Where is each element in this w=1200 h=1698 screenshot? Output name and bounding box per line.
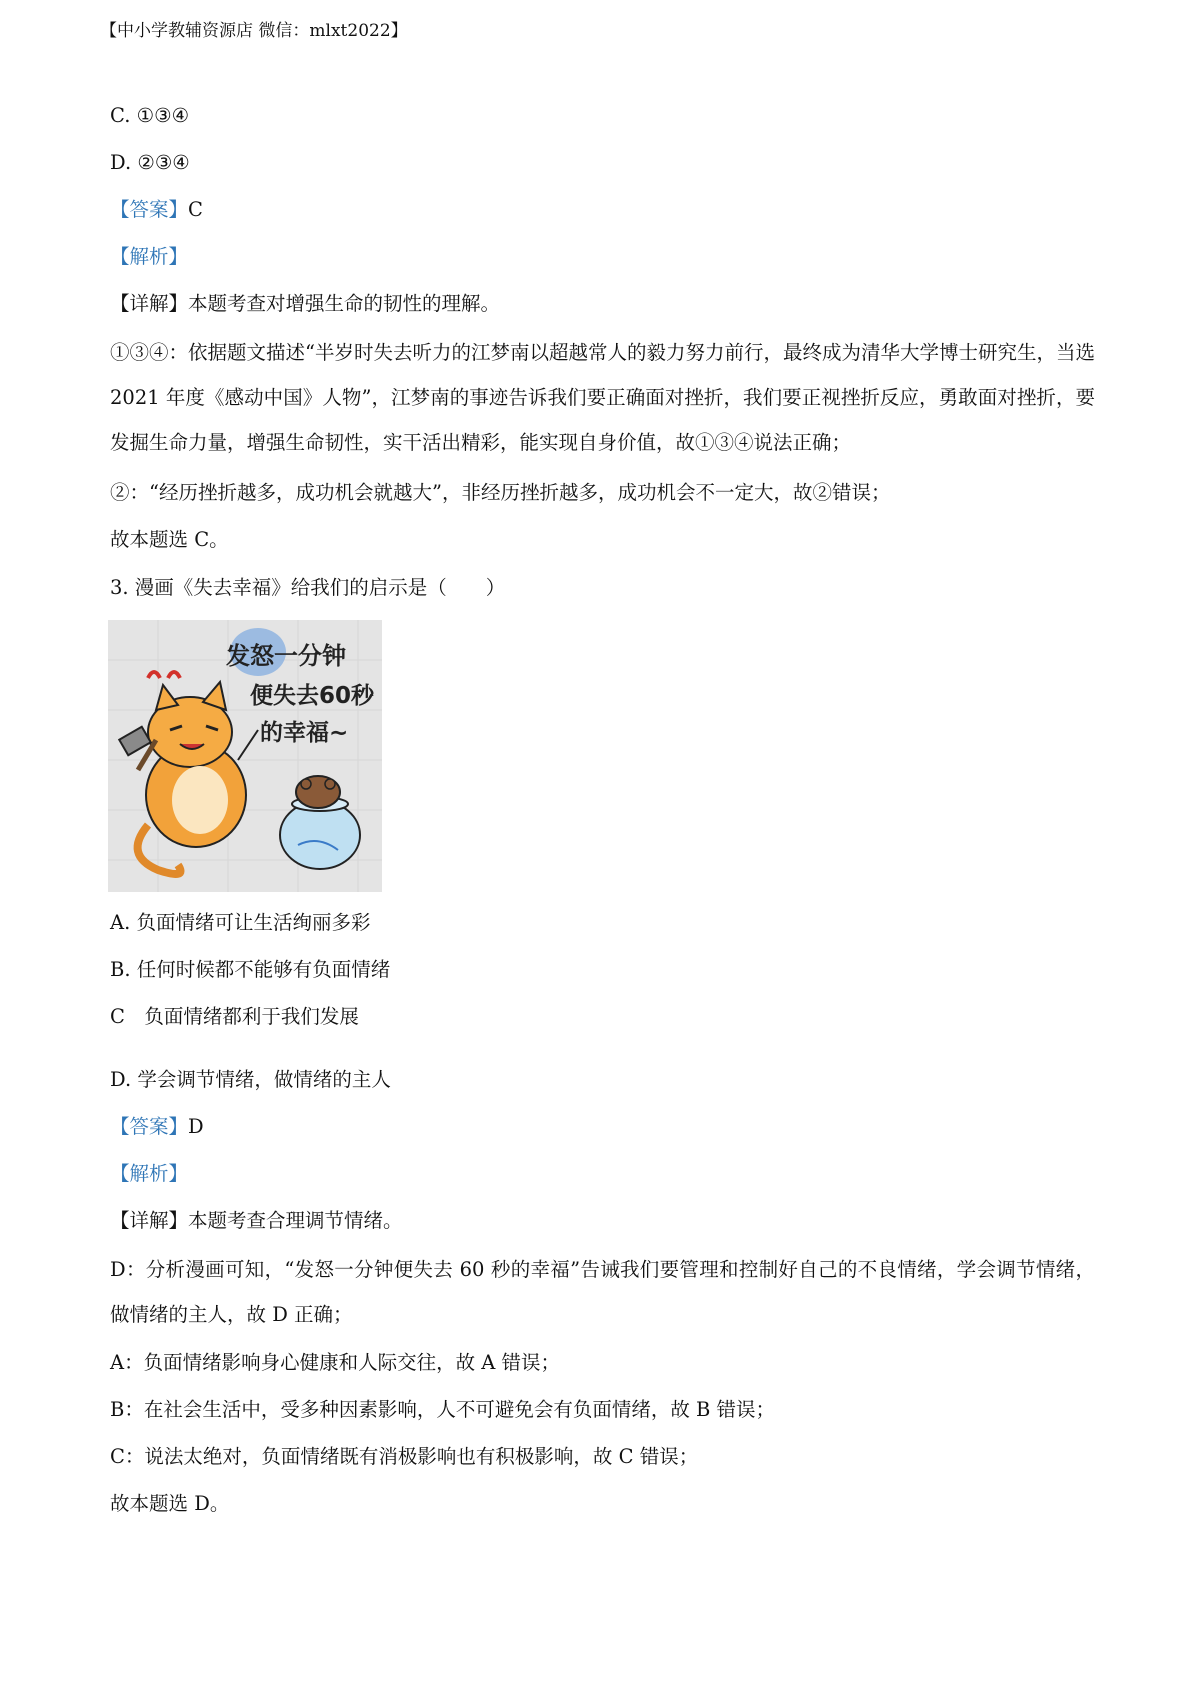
cartoon-image: [108, 620, 382, 892]
q3-conclusion: 故本题选 D。: [110, 1492, 230, 1515]
q3-detail: [110, 1208, 403, 1234]
q2-option-c: C. ①③④: [110, 104, 190, 127]
cartoon-caption-2: 便失去60秒: [250, 683, 375, 709]
q2-detail: [110, 291, 500, 317]
detail-text: 本题考查合理调节情绪。: [188, 1209, 403, 1232]
q3-option-d: D. 学会调节情绪，做情绪的主人: [110, 1068, 391, 1091]
q2-explanation-1: ①③④：依据题文描述“半岁时失去听力的江梦南以超越常人的毅力努力前行，最终成为清华大学博士研究生，当选 2021 年度《感动中国》人物”，江梦南的事迹告诉我们要正确面对挫折，我们要正视挫折反应，勇敢面对挫折，要发掘生命力量，增强生命韧性，实干活出精彩，能实现自身价值，故①③④说法正确；: [110, 341, 1095, 454]
q3-analysis-label: 【解析】: [110, 1162, 189, 1185]
q3-explanation-b: B：在社会生活中，受多种因素影响，人不可避免会有负面情绪，故 B 错误；: [110, 1398, 776, 1421]
detail-label: 【详解】: [110, 1209, 189, 1232]
q3-explanation-c: C：说法太绝对，负面情绪既有消极影响也有积极影响，故 C 错误；: [110, 1445, 699, 1468]
q3-option-a: A. 负面情绪可让生活绚丽多彩: [110, 911, 371, 934]
q3-explanation-a: A：负面情绪影响身心健康和人际交往，故 A 错误；: [110, 1351, 561, 1374]
answer-value: C: [188, 198, 203, 221]
q3-option-b: B. 任何时候都不能够有负面情绪: [110, 958, 391, 981]
cartoon-caption-3: 的幸福~: [260, 720, 349, 746]
detail-text: 本题考查对增强生命的韧性的理解。: [188, 292, 501, 315]
q2-answer: [110, 197, 203, 223]
q2-analysis-label: 【解析】: [110, 245, 189, 268]
q2-explanation-2: ②：“经历挫折越多，成功机会就越大”，非经历挫折越多，成功机会不一定大，故②错误；: [110, 481, 891, 504]
cartoon-caption-1: 发怒一分钟: [226, 642, 346, 670]
answer-label: 【答案】: [110, 1115, 189, 1138]
page-header: 【中小学教辅资源店 微信：mlxt2022】: [100, 21, 408, 41]
q3-explanation-d: D：分析漫画可知，“发怒一分钟便失去 60 秒的幸福”告诫我们要管理和控制好自己的不良情绪，学会调节情绪，做情绪的主人，故 D 正确；: [110, 1258, 1095, 1326]
q2-option-d: D. ②③④: [110, 151, 190, 174]
q3-answer: [110, 1114, 204, 1140]
answer-value: D: [188, 1115, 204, 1138]
detail-label: 【详解】: [110, 292, 189, 315]
answer-label: 【答案】: [110, 198, 189, 221]
q2-conclusion: 故本题选 C。: [110, 528, 229, 551]
q3-stem: 3. 漫画《失去幸福》给我们的启示是（ ）: [110, 576, 506, 599]
q3-option-c: C 负面情绪都利于我们发展: [110, 1005, 359, 1028]
